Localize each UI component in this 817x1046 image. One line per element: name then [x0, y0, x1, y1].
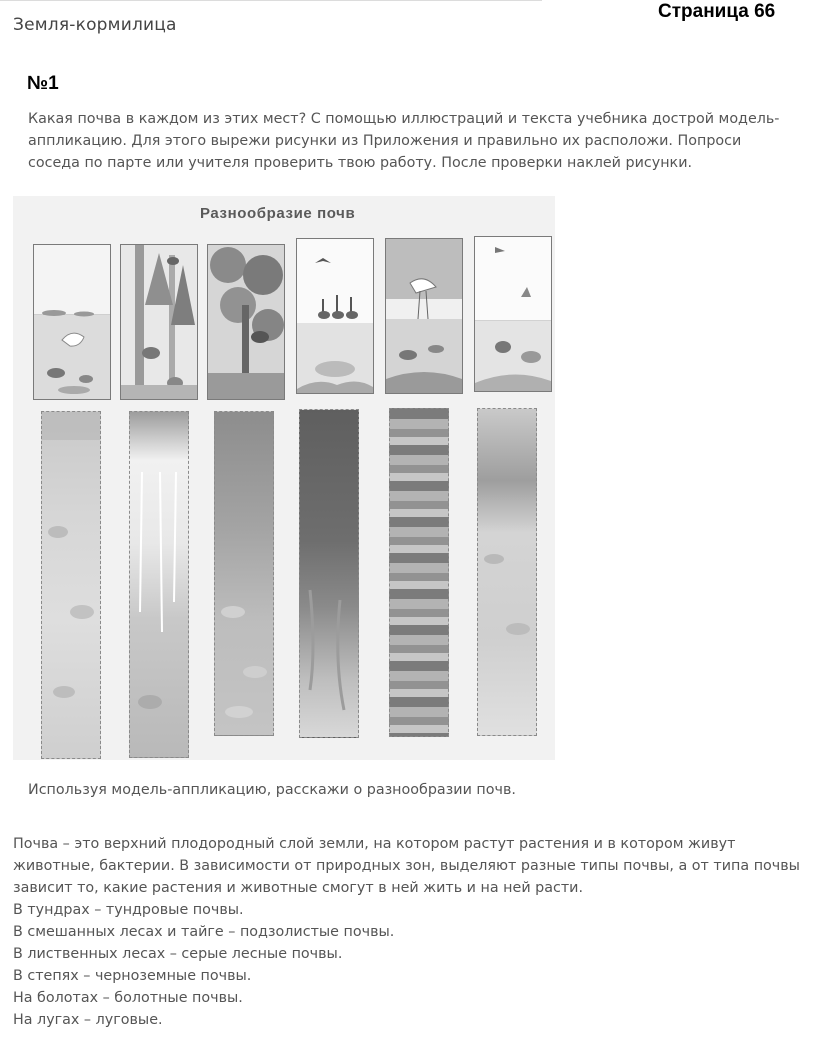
- soil-profile-taiga: [129, 411, 189, 758]
- scene-tundra: [33, 244, 111, 400]
- scene-swamp: [385, 238, 463, 394]
- soil-texture-tundra: [42, 412, 100, 758]
- meadow-scene-image: [475, 237, 551, 391]
- figure-title: Разнообразие почв: [200, 205, 356, 222]
- soil-profile-steppe: [299, 409, 359, 738]
- task-number: №1: [27, 73, 59, 94]
- answer-line: На лугах – луговые.: [13, 1012, 163, 1028]
- task-text: Какая почва в каждом из этих мест? С помощью иллюстраций и текста учебника дострой модель-аппликацию. Для этого вырежи рисунки из Приложения и правильно их расположи. Попроси соседа по парте или учителя проверить твою работу. После проверки наклей рисунки.: [28, 111, 780, 171]
- answer-line: В смешанных лесах и тайге – подзолистые почвы.: [13, 924, 395, 940]
- deciduous-forest-scene-image: [208, 245, 284, 399]
- question-text: Используя модель-аппликацию, расскажи о разнообразии почв.: [28, 782, 516, 798]
- soil-texture-steppe: [300, 410, 358, 737]
- soil-diversity-figure: [13, 196, 555, 760]
- scene-deciduous-forest: [207, 244, 285, 400]
- steppe-scene-image: [297, 239, 373, 393]
- soil-profile-deciduous-forest: [214, 411, 274, 736]
- soil-texture-deciduous-forest: [215, 412, 273, 735]
- scene-taiga: [120, 244, 198, 400]
- soil-texture-taiga: [130, 412, 188, 757]
- swamp-scene-image: [386, 239, 462, 393]
- topic-title: Земля-кормилица: [13, 15, 177, 35]
- soil-profile-tundra: [41, 411, 101, 759]
- answer-line: В тундрах – тундровые почвы.: [13, 902, 244, 918]
- taiga-scene-image: [121, 245, 197, 399]
- scene-steppe: [296, 238, 374, 394]
- answer-line: В степях – черноземные почвы.: [13, 968, 252, 984]
- answer-line: На болотах – болотные почвы.: [13, 990, 243, 1006]
- scene-meadow: [474, 236, 552, 392]
- page-number: Страница 66: [658, 1, 776, 22]
- answer-block: [13, 833, 803, 1031]
- soil-profile-meadow: [477, 408, 537, 736]
- soil-texture-meadow: [478, 409, 536, 735]
- answer-line: В лиственных лесах – серые лесные почвы.: [13, 946, 343, 962]
- top-divider: [0, 0, 542, 1]
- tundra-scene-image: [34, 245, 110, 399]
- answer-intro: Почва – это верхний плодородный слой земли, на котором растут растения и в котором живут животные, бактерии. В зависимости от природных зон, выделяют разные типы почвы, а от типа почвы зависит то, какие растения и животные смогут в ней жить и на ней расти.: [13, 836, 800, 896]
- soil-profile-swamp: [389, 408, 449, 737]
